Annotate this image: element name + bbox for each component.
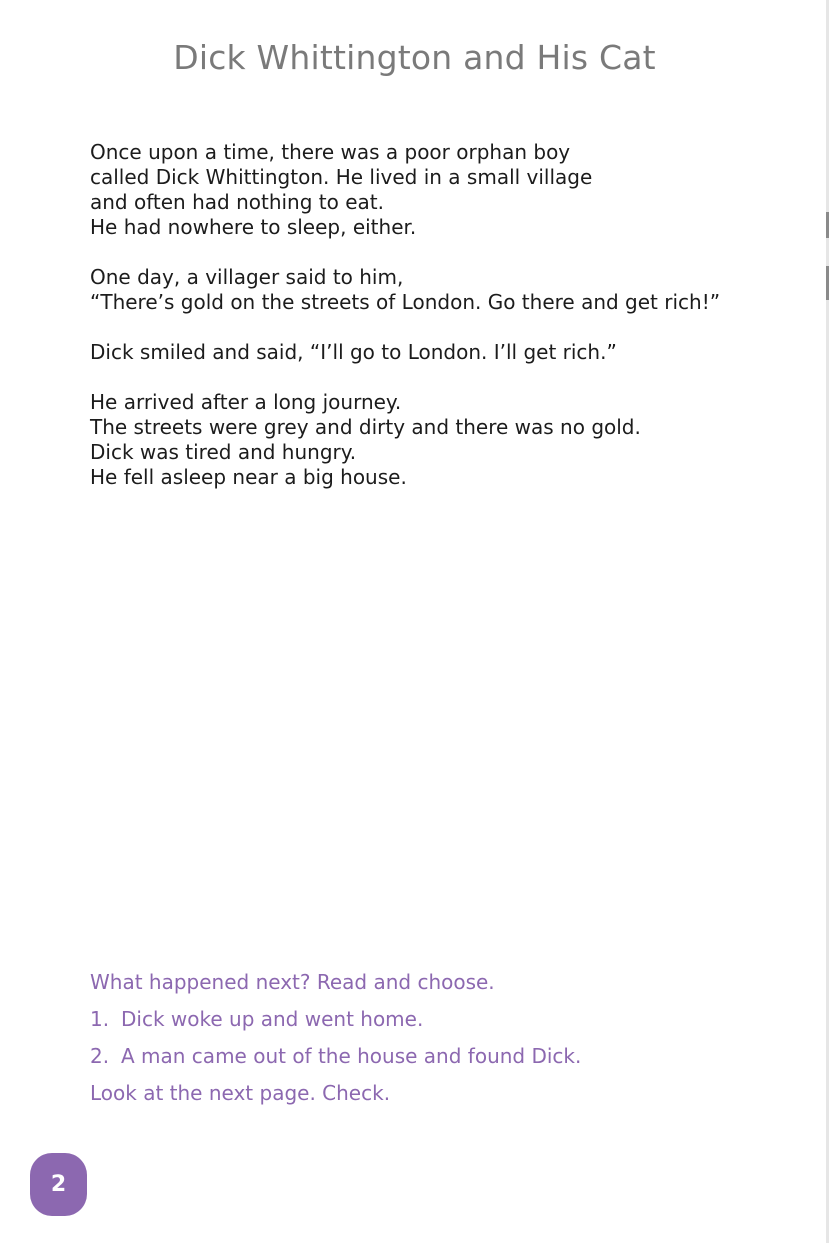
- activity-box: [90, 969, 790, 1117]
- story-line: He arrived after a long journey.: [90, 390, 402, 414]
- story-line: Once upon a time, there was a poor orphan boy: [90, 140, 571, 164]
- activity-prompt: What happened next? Read and choose.: [90, 970, 495, 994]
- story-paragraph: [90, 265, 790, 315]
- story-line: called Dick Whittington. He lived in a small village: [90, 165, 593, 189]
- page-title: Dick Whittington and His Cat: [173, 38, 656, 77]
- story-line: Dick smiled and said, “I’ll go to London. I’ll get rich.”: [90, 340, 617, 364]
- story-text: [90, 140, 790, 515]
- story-line: The streets were grey and dirty and there was no gold.: [90, 415, 641, 439]
- page-number-badge: 2: [30, 1153, 87, 1216]
- story-paragraph: [90, 340, 790, 365]
- story-line: One day, a villager said to him,: [90, 265, 404, 289]
- activity-instruction: Look at the next page. Check.: [90, 1081, 391, 1105]
- activity-option: [90, 1043, 790, 1080]
- story-paragraph: [90, 390, 790, 490]
- story-line: Dick was tired and hungry.: [90, 440, 357, 464]
- story-line: He had nowhere to sleep, either.: [90, 215, 417, 239]
- option-number: 2.: [90, 1044, 110, 1068]
- activity-option: [90, 1006, 790, 1043]
- option-text: Dick woke up and went home.: [121, 1007, 424, 1031]
- option-number: 1.: [90, 1007, 110, 1031]
- story-paragraph: [90, 140, 790, 240]
- option-text: A man came out of the house and found Dick.: [121, 1044, 582, 1068]
- story-line: He fell asleep near a big house.: [90, 465, 407, 489]
- story-line: “There’s gold on the streets of London. Go there and get rich!”: [90, 290, 721, 314]
- story-line: and often had nothing to eat.: [90, 190, 384, 214]
